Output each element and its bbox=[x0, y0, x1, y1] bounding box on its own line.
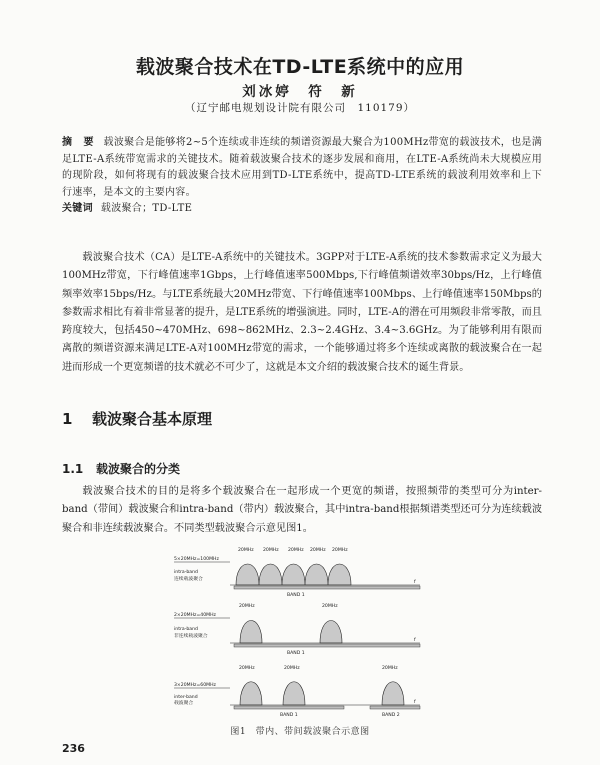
page-number: 236 bbox=[62, 742, 85, 755]
abstract-block bbox=[62, 135, 542, 218]
section-1-number: 1 bbox=[62, 410, 73, 428]
axis-label: f bbox=[414, 580, 416, 585]
subsection-1-1-body bbox=[62, 483, 542, 538]
panel-equation: 3×20MHz=60MHz bbox=[174, 683, 216, 688]
carrier-label: 20MHz bbox=[322, 604, 338, 609]
carrier-label: 20MHz bbox=[288, 548, 304, 553]
figure-diagram bbox=[170, 540, 440, 720]
band-label: BAND 1 bbox=[280, 713, 298, 718]
panel-type-en: intra-band bbox=[174, 627, 198, 632]
keywords-text: 载波聚合；TD-LTE bbox=[100, 203, 193, 215]
band-label: BAND 1 bbox=[287, 651, 305, 656]
subsection-1-1-paragraph: 载波聚合技术的目的是将多个载波聚合在一起形成一个更宽的频谱，按照频带的类型可分为inter-band（带间）载波聚合和intra-band（带内）载波聚合，其中intra-band根据频谱类型还可分为连续载波聚合和非连续载波聚合。不同类型载波聚合示意见图1。 bbox=[62, 486, 543, 534]
carrier-aggregation-figure bbox=[170, 540, 440, 720]
band-bar bbox=[370, 706, 420, 709]
figure-panel-noncontiguous bbox=[174, 603, 420, 656]
carrier-humps bbox=[240, 621, 342, 644]
intro-section bbox=[62, 249, 542, 377]
panel-type-cn: 载波聚合 bbox=[174, 701, 194, 706]
axis-label: f bbox=[414, 638, 416, 643]
panel-type-en: intra-band bbox=[174, 570, 198, 575]
section-1-title: 载波聚合基本原理 bbox=[92, 410, 213, 428]
abstract-label: 摘 要 bbox=[62, 137, 98, 148]
carrier-label: 20MHz bbox=[284, 666, 300, 671]
band-bar bbox=[234, 644, 420, 647]
carrier-label: 20MHz bbox=[238, 548, 254, 553]
panel-equation: 2×20MHz=40MHz bbox=[174, 613, 216, 618]
panel-type-cn: 非连续载波聚合 bbox=[174, 634, 208, 639]
carrier-label: 20MHz bbox=[263, 548, 279, 553]
panel-type-cn: 连续载波聚合 bbox=[174, 577, 203, 582]
abstract-paragraph bbox=[62, 135, 542, 201]
abstract-text: 载波聚合是能够将2~5个连续或非连续的频谱资源最大聚合为100MHz带宽的载波技术，也是满足LTE-A系统带宽需求的关键技术。随着载波聚合技术的逐步发展和商用，在LTE-A系统尚未大规模应用的现阶段，如何将现有的载波聚合技术应用到TD-LTE系统中，提高TD-LTE系统的载波利用效率和上下行速率，是本文的主要内容。 bbox=[62, 137, 542, 198]
axis-label: f bbox=[414, 700, 416, 705]
intro-paragraph: 载波聚合技术（CA）是LTE-A系统中的关键技术。3GPP对于LTE-A系统的技术参数需求定义为最大100MHz带宽，下行峰值速率1Gbps，上行峰值速率500Mbps,下行峰值频谱效率30bps/Hz，上行峰值频率效率15bps/Hz。与LTE系统最大20MHz带宽、下行峰值速率100Mbps、上行峰值速率150Mbps的参数需求相比有着非常显著的提升，是LTE系统的增强演进。同时，LTE-A的潜在可用频段非常零散，而且跨度较大，包括450~470MHz、698~862MHz、2.3~2.4GHz、3.4~3.6GHz。为了能够利用有限而离散的频谱资源来满足LTE-A对100MHz带宽的需求，一个能够通过将多个连续或离散的载波聚合在一起进而形成一个更宽频谱的技术就必不可少了，这就是本文介绍的载波聚合技术的诞生背景。 bbox=[62, 252, 542, 373]
figure-caption: 图1 带内、带间载波聚合示意图 bbox=[230, 727, 370, 737]
band-label: BAND 2 bbox=[382, 713, 400, 718]
carrier-label: 20MHz bbox=[310, 548, 326, 553]
carrier-humps bbox=[236, 564, 351, 585]
figure-panel-interband bbox=[174, 665, 420, 718]
carrier-label: 20MHz bbox=[382, 666, 398, 671]
article-affiliation: （辽宁邮电规划设计院有限公司 110179） bbox=[184, 102, 416, 114]
carrier-label: 20MHz bbox=[239, 666, 255, 671]
keywords-line bbox=[62, 201, 542, 218]
panel-equation: 5×20MHz=100MHz bbox=[174, 557, 219, 562]
figure-panel-contiguous bbox=[174, 547, 420, 598]
carrier-label: 20MHz bbox=[239, 604, 255, 609]
article-authors: 刘冰婷 符 新 bbox=[242, 84, 358, 100]
subsection-1-1-number: 1.1 bbox=[62, 462, 84, 476]
article-title: 载波聚合技术在TD-LTE系统中的应用 bbox=[135, 56, 465, 78]
band-label: BAND 1 bbox=[287, 593, 305, 598]
subsection-1-1-title: 载波聚合的分类 bbox=[96, 462, 181, 476]
band-bar bbox=[234, 586, 420, 589]
carrier-label: 20MHz bbox=[332, 548, 348, 553]
carrier-humps bbox=[240, 682, 404, 705]
keywords-label: 关键词 bbox=[62, 203, 93, 215]
panel-type-en: inter-band bbox=[174, 695, 198, 700]
subsection-1-1-heading bbox=[62, 460, 180, 477]
band-bar bbox=[234, 706, 344, 709]
section-1-heading bbox=[62, 408, 212, 429]
